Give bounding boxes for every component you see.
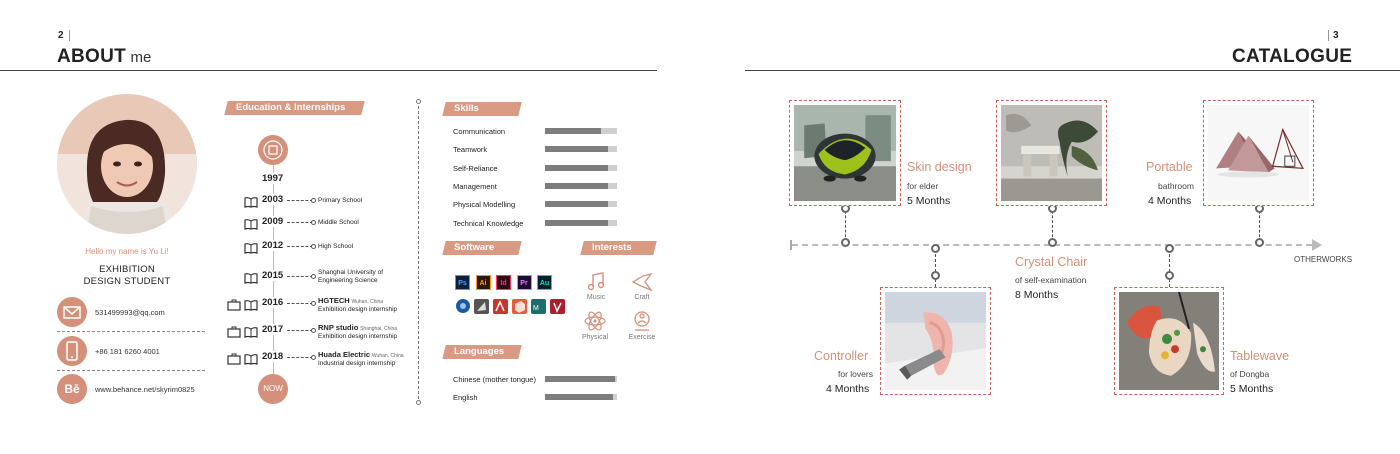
languages-heading: Languages	[442, 345, 521, 359]
header-rule-left	[0, 70, 657, 71]
timeline-node	[931, 244, 940, 253]
interest-label: Exercise	[628, 334, 656, 341]
stone-chair-image	[1001, 105, 1102, 201]
skill-bar	[545, 183, 617, 189]
physical-icon	[584, 310, 606, 337]
skill-bar-fill	[545, 201, 608, 207]
book-icon	[244, 298, 258, 316]
briefcase-icon	[227, 325, 241, 343]
interest-label: Physical	[581, 334, 609, 341]
software-au-icon: Au	[537, 275, 552, 290]
timeline-node	[1255, 238, 1264, 247]
education-entry: Shanghai University of Engineering Science	[318, 269, 384, 284]
timeline-node	[931, 271, 940, 280]
exercise-icon	[631, 310, 653, 337]
book-icon	[244, 217, 258, 235]
book-icon	[244, 195, 258, 213]
project-title: Controller	[814, 349, 869, 363]
autocad-icon	[493, 299, 508, 314]
software-row2	[455, 298, 565, 321]
software-pr-icon: Pr	[517, 275, 532, 290]
page-number-divider	[69, 30, 70, 41]
page-title: CATALOGUE	[1232, 46, 1353, 67]
otherworks-label: OTHERWORKS	[1294, 255, 1353, 264]
project-duration: 4 Months	[1148, 195, 1192, 207]
education-connector	[287, 200, 313, 201]
project-duration: 5 Months	[907, 195, 951, 207]
education-year: 2003	[262, 194, 284, 205]
separator-cap	[416, 99, 421, 104]
project-title: Skin design	[907, 160, 972, 174]
pink-controller-image	[885, 292, 986, 390]
greeting-text: Hello my name is Yu Li!	[85, 247, 169, 256]
language-label: English	[453, 393, 478, 402]
skill-label: Self-Reliance	[453, 163, 498, 173]
project-frame-tablewave[interactable]	[1114, 287, 1224, 395]
project-duration: 5 Months	[1230, 383, 1274, 395]
education-entry: High School	[318, 243, 354, 250]
education-year: 2016	[262, 297, 284, 308]
language-bar	[545, 376, 617, 382]
education-start-icon	[258, 135, 288, 165]
contact-email[interactable]: 531499993@qq.com	[95, 308, 165, 317]
education-entry: Primary School	[318, 197, 363, 204]
project-duration: 4 Months	[826, 383, 870, 395]
education-now-badge: NOW	[258, 374, 288, 404]
software-heading: Software	[442, 241, 521, 255]
education-dot	[311, 328, 316, 333]
education-connector	[287, 303, 313, 304]
skill-label: Physical Modelling	[453, 200, 516, 210]
project-subtitle: of self-examination	[1015, 275, 1087, 285]
education-dot	[311, 274, 316, 279]
separator-cap	[416, 400, 421, 405]
language-bar-fill	[545, 394, 613, 400]
language-bar	[545, 394, 617, 400]
page-number-right: 3	[1333, 30, 1339, 41]
behance-icon: Bē	[57, 374, 87, 404]
project-subtitle: for lovers	[838, 369, 873, 379]
education-year: 2009	[262, 216, 284, 227]
software-ps-icon: Ps	[455, 275, 470, 290]
skill-bar	[545, 165, 617, 171]
skills-heading: Skills	[442, 102, 521, 116]
tent-pyramid-image	[1208, 105, 1309, 201]
skill-label: Teamwork	[453, 145, 488, 155]
svg-text:M: M	[533, 305, 539, 312]
role-line-2: DESIGN STUDENT	[83, 276, 171, 287]
connector	[935, 249, 936, 287]
contact-phone[interactable]: +86 181 6260 4001	[95, 347, 160, 356]
education-dot	[311, 301, 316, 306]
education-start-year: 1997	[262, 173, 284, 184]
education-entry: RNP studio Shanghai, China Exhibition design internship	[318, 323, 398, 340]
project-frame-skin-design[interactable]	[789, 100, 901, 206]
connector	[1169, 249, 1170, 287]
skill-label: Communication	[453, 127, 506, 136]
contact-divider	[57, 331, 205, 332]
profile-photo	[57, 94, 197, 234]
mail-icon	[57, 297, 87, 327]
timeline-node	[1165, 244, 1174, 253]
software-ai-icon: Ai	[476, 275, 491, 290]
project-title: Tablewave	[1230, 349, 1290, 363]
education-entry: Huada Electric Wuhan, China Industrial design internship	[318, 350, 404, 367]
contact-behance[interactable]: www.behance.net/skyrim0825	[95, 385, 195, 394]
education-year: 2018	[262, 351, 284, 362]
timeline-node	[1165, 271, 1174, 280]
education-entry: Middle School	[318, 219, 359, 226]
interests-heading: Interests	[580, 241, 656, 255]
skill-bar-fill	[545, 220, 608, 226]
page-number-left: 2	[58, 30, 64, 41]
language-label: Chinese (mother tongue)	[453, 375, 536, 384]
skill-bar	[545, 146, 617, 152]
page-title-left	[57, 46, 151, 68]
timeline-node	[841, 238, 850, 247]
skill-label: Management	[453, 181, 497, 191]
education-year: 2012	[262, 240, 284, 251]
project-frame-crystal-chair[interactable]	[996, 100, 1107, 206]
education-year: 2015	[262, 270, 284, 281]
project-subtitle: of Dongba	[1230, 369, 1270, 379]
briefcase-icon	[227, 352, 241, 370]
education-connector	[287, 222, 313, 223]
interest-label: Music	[586, 294, 606, 301]
education-entry: HGTECH Wuhan, China Exhibition design internship	[318, 296, 398, 313]
skill-bar-fill	[545, 146, 608, 152]
3dsmax-icon	[531, 299, 546, 314]
phone-icon	[57, 336, 87, 366]
role-line-1: EXHIBITION	[99, 264, 155, 275]
book-icon	[244, 325, 258, 343]
book-icon	[244, 352, 258, 370]
column-separator	[418, 101, 419, 404]
leaf-tableware-image	[1119, 292, 1219, 390]
page-title-suffix: me	[130, 49, 152, 66]
sketchup-icon	[512, 299, 527, 314]
education-heading: Education & Internships	[224, 101, 364, 115]
education-connector	[287, 330, 313, 331]
skill-bar	[545, 201, 617, 207]
skill-bar	[545, 128, 617, 134]
education-dot	[311, 198, 316, 203]
language-bar-fill	[545, 376, 615, 382]
project-subtitle: bathroom	[1158, 181, 1194, 191]
skill-bar-fill	[545, 128, 601, 134]
education-dot	[311, 355, 316, 360]
header-rule-right	[745, 70, 1400, 71]
education-year: 2017	[262, 324, 284, 335]
education-dot	[311, 244, 316, 249]
page-title: ABOUT	[57, 46, 127, 67]
book-icon	[244, 241, 258, 259]
rhino-icon	[474, 299, 489, 314]
book-icon	[244, 271, 258, 289]
interest-label: Craft	[634, 294, 650, 301]
timeline-node	[1048, 238, 1057, 247]
keyshot-icon	[456, 299, 470, 313]
education-connector	[287, 357, 313, 358]
capsule-vehicle-image	[794, 105, 896, 201]
project-title: Portable	[1146, 160, 1193, 174]
education-connector	[287, 276, 313, 277]
project-title: Crystal Chair	[1015, 255, 1088, 269]
project-frame-controller[interactable]	[880, 287, 991, 395]
project-duration: 8 Months	[1015, 289, 1059, 301]
education-connector	[287, 246, 313, 247]
page-number-divider	[1328, 30, 1329, 41]
education-dot	[311, 220, 316, 225]
project-frame-portable[interactable]	[1203, 100, 1314, 206]
skill-label: Technical Knowledge	[453, 218, 524, 228]
skill-bar-fill	[545, 165, 608, 171]
skill-bar-fill	[545, 183, 608, 189]
vectorworks-icon	[550, 299, 565, 314]
briefcase-icon	[227, 298, 241, 316]
project-subtitle: for elder	[907, 181, 939, 191]
timeline-arrow-icon	[1312, 239, 1322, 251]
contact-divider	[57, 370, 205, 371]
software-id-icon: Id	[496, 275, 511, 290]
skill-bar	[545, 220, 617, 226]
